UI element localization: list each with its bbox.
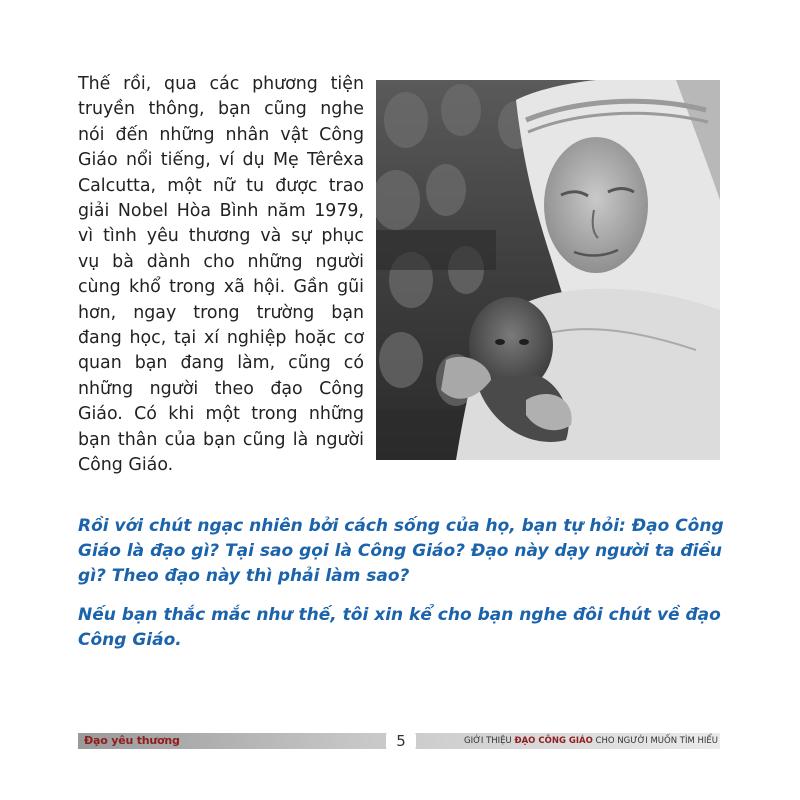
body-paragraph: Thế rồi, qua các phương tiện truyền thông, bạn cũng nghe nói đến những nhân vật Công Giáo nổi tiếng, ví dụ Mẹ Têrêxa Calcutta, một nữ tu được trao giải Nobel Hòa Bình năm 1979, vì tình yêu thương và sự phục vụ bà dành cho những người cùng khổ trong xã hội. Gần gũi hơn, ngay trong trường bạn đang học, tại xí nghiệp hoặc cơ quan bạn đang làm, cũng có những người theo đạo Công Giáo. Có khi một trong những bạn thân của bạn cũng là người Công Giáo. bbox=[78, 74, 364, 476]
photo-mother-teresa-holding-child bbox=[376, 80, 720, 460]
footer-book-title: Đạo yêu thương bbox=[84, 734, 180, 747]
page-number: 5 bbox=[386, 730, 416, 752]
footer-series-title: GIỚI THIỆU ĐẠO CÔNG GIÁO CHO NGƯỜI MUỐN TÌM HIỂU bbox=[464, 736, 718, 746]
closing-paragraph: Nếu bạn thắc mắc như thế, tôi xin kể cho bạn nghe đôi chút về đạo Công Giáo. bbox=[78, 605, 721, 650]
page-footer bbox=[78, 730, 720, 750]
question-paragraph: Rồi với chút ngạc nhiên bởi cách sống của họ, bạn tự hỏi: Đạo Công Giáo là đạo gì? Tại sao gọi là Công Giáo? Đạo này dạy người ta điều gì? Theo đạo này thì phải làm sao? bbox=[78, 516, 724, 586]
